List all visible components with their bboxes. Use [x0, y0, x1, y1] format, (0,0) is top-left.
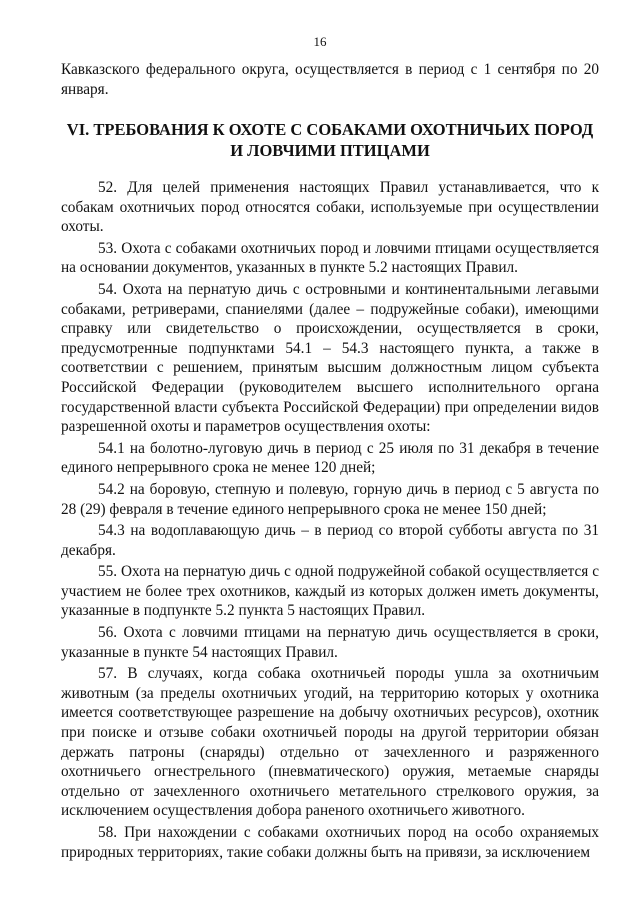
paragraph-54-3: 54.3 на водоплавающую дичь – в период со второй субботы августа по 31 декабря. [61, 522, 599, 559]
section-heading-line-2: И ЛОВЧИМИ ПТИЦАМИ [230, 141, 430, 160]
paragraph-54-1: 54.1 на болотно-луговую дичь в период с 25 июля по 31 декабря в течение единого непрерывного срока не менее 120 дней; [61, 439, 599, 477]
paragraph-56: 56. Охота с ловчими птицами на пернатую дичь осуществляется в сроки, указанные в пункте 54 настоящих Правил. [61, 624, 599, 661]
paragraph-54: 54. Охота на пернатую дичь с островными и континентальными легавыми собаками, ретриверами, спаниелями (далее – подружейные собаки), имеющими справку или свидетельство о происхождении, осуществляется в сроки, предусмотренные подпунктами 54.1 – 54.3 настоящего пункта, а также в соответствии с решением, принятым высшим должностным лицом субъекта Российской Федерации (руководителем высшего исполнительного органа государственной власти субъекта Российской Федерации) при определении видов разрешенной охоты и параметров осуществления охоты: [61, 280, 599, 436]
paragraph-list [61, 178, 599, 864]
section-heading-line-1: VI. ТРЕБОВАНИЯ К ОХОТЕ С СОБАКАМИ ОХОТНИЧЬИХ ПОРОД [66, 120, 594, 139]
paragraph-54-2: 54.2 на боровую, степную и полевую, горную дичь в период с 5 августа по 28 (29) февраля в течение единого непрерывного срока не менее 150 дней; [61, 480, 599, 518]
paragraph-53: 53. Охота с собаками охотничьих пород и ловчими птицами осуществляется на основании документов, указанных в пункте 5.2 настоящих Правил. [61, 239, 599, 277]
paragraph-58: 58. При нахождении с собаками охотничьих пород на особо охраняемых природных территориях, такие собаки должны быть на привязи, за исключением [61, 824, 599, 861]
paragraph-52: 52. Для целей применения настоящих Правил устанавливается, что к собакам охотничьих пород относятся собаки, используемые при осуществлении охоты. [61, 179, 599, 236]
section-heading [61, 119, 599, 161]
continuation-text: Кавказского федерального округа, осуществляется в период с 1 сентября по 20 января. [61, 61, 599, 98]
paragraph-55: 55. Охота на пернатую дичь с одной подружейной собакой осуществляется с участием не более трех охотников, каждый из которых должен иметь документы, указанные в подпункте 5.2 пункта 5 настоящих Правил. [61, 563, 599, 620]
page-number: 16 [313, 34, 327, 49]
paragraph-57: 57. В случаях, когда собака охотничьей породы ушла за охотничьим животным (за пределы охотничьих угодий, на территорию которых у охотника имеется соответствующее разрешение на добычу охотничьих ресурсов), охотник при поиске и отзыве собаки охотничьей породы на другой территории обязан держать патроны (снаряды) отдельно от зачехленного и разряженного охотничьего огнестрельного (пневматического) оружия, метаемые снаряды отдельно от зачехленного охотничьего метательного стрелкового оружия, за исключением осуществления добора раненого охотничьего животного. [61, 665, 599, 820]
